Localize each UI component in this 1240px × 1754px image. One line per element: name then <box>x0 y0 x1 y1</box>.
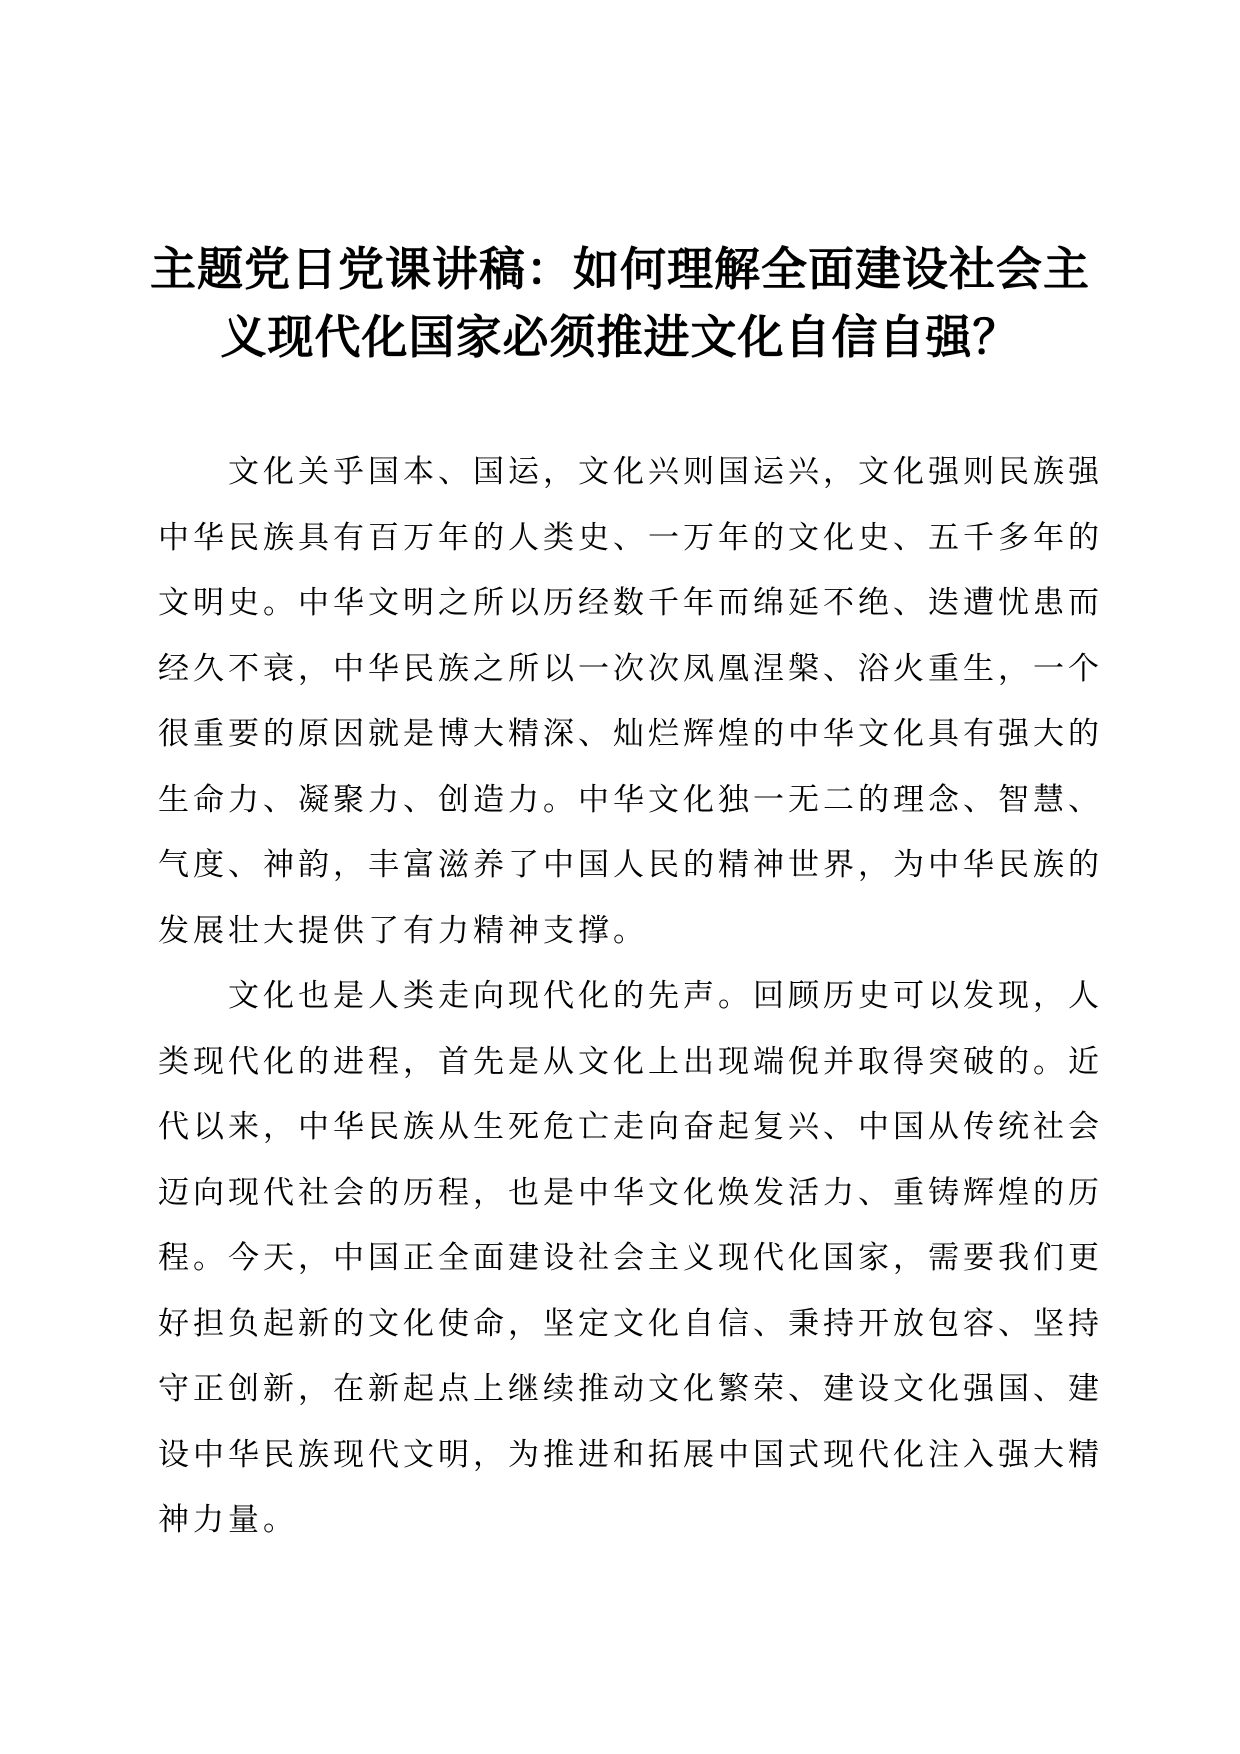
paragraph-2 <box>158 964 1103 1554</box>
title-line-2: 义现代化国家必须推进文化自信自强？ <box>220 310 1020 364</box>
paragraph-line: 文化关乎国本、国运，文化兴则国运兴，文化强则民族强 <box>228 454 1103 490</box>
paragraph-line: 好担负起新的文化使命，坚定文化自信、秉持开放包容、坚持 <box>158 1305 1103 1342</box>
paragraph-line: 类现代化的进程，首先是从文化上出现端倪并取得突破的。近 <box>158 1043 1103 1080</box>
paragraph-line: 很重要的原因就是博大精深、灿烂辉煌的中华文化具有强大的 <box>158 716 1103 752</box>
paragraph-line: 文化也是人类走向现代化的先声。回顾历史可以发现，人 <box>228 978 1103 1014</box>
paragraph-line: 发展壮大提供了有力精神支撑。 <box>158 912 648 949</box>
document-body <box>158 440 1103 1554</box>
document-title <box>150 235 1090 371</box>
paragraph-line: 神力量。 <box>158 1502 298 1538</box>
title-line-1: 主题党日党课讲稿：如何理解全面建设社会主 <box>150 242 1090 296</box>
paragraph-line: 设中华民族现代文明，为推进和拓展中国式现代化注入强大精 <box>158 1436 1103 1473</box>
paragraph-line: 程。今天，中国正全面建设社会主义现代化国家，需要我们更 <box>158 1240 1103 1276</box>
paragraph-1 <box>158 440 1103 964</box>
paragraph-line: 文明史。中华文明之所以历经数千年而绵延不绝、迭遭忧患而 <box>158 585 1103 621</box>
paragraph-line: 迈向现代社会的历程，也是中华文化焕发活力、重铸辉煌的历 <box>158 1174 1103 1211</box>
paragraph-line: 经久不衰，中华民族之所以一次次凤凰涅槃、浴火重生，一个 <box>158 650 1103 687</box>
paragraph-line: 守正创新，在新起点上继续推动文化繁荣、建设文化强国、建 <box>158 1371 1103 1407</box>
paragraph-line: 气度、神韵，丰富滋养了中国人民的精神世界，为中华民族的 <box>158 847 1103 883</box>
paragraph-line: 中华民族具有百万年的人类史、一万年的文化史、五千多年的 <box>158 519 1103 556</box>
paragraph-line: 生命力、凝聚力、创造力。中华文化独一无二的理念、智慧、 <box>158 781 1103 818</box>
paragraph-line: 代以来，中华民族从生死危亡走向奋起复兴、中国从传统社会 <box>158 1109 1103 1145</box>
